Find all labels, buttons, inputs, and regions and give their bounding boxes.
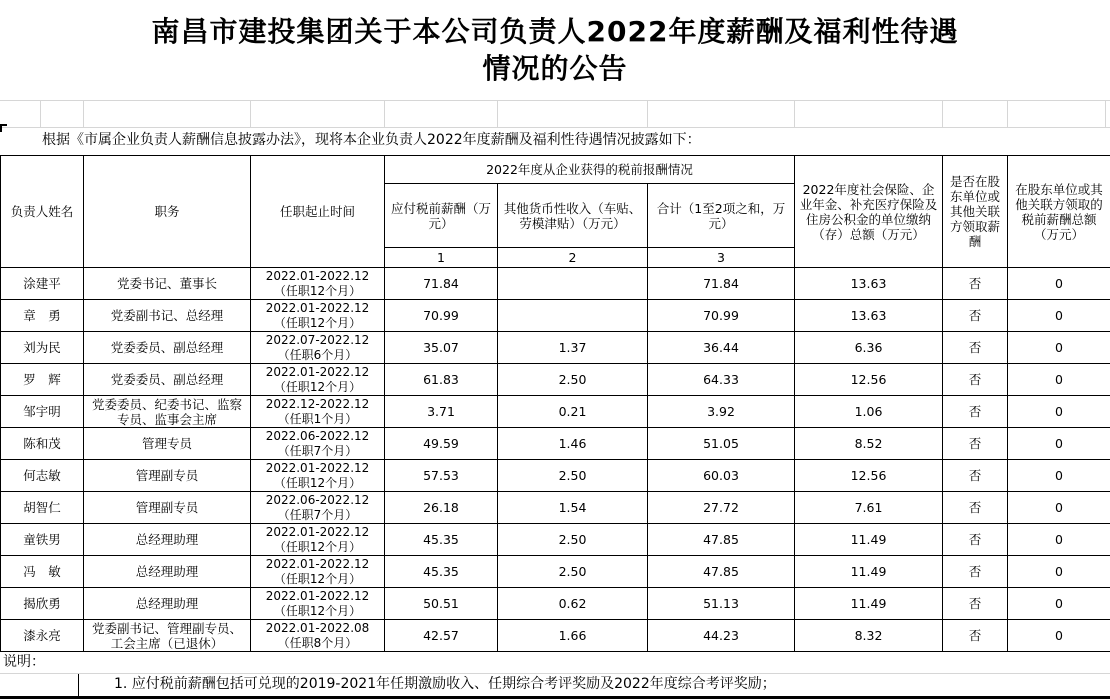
cell-total: 36.44 (648, 332, 795, 364)
cell-shareholder-pay: 否 (943, 492, 1008, 524)
cell-tenure (251, 268, 385, 300)
cell-total: 47.85 (648, 556, 795, 588)
page-title-line-1: 南昌市建投集团关于本公司负责人2022年度薪酬及福利性待遇 (151, 15, 959, 48)
table-row (1, 524, 1110, 556)
cell-position: 党委委员、纪委书记、监察专员、监事会主席 (84, 396, 251, 428)
cell-insurance: 13.63 (795, 268, 943, 300)
cell-other-income: 2.50 (498, 364, 648, 396)
gridline (83, 101, 84, 127)
cell-name: 胡智仁 (1, 492, 84, 524)
cell-name: 章 勇 (1, 300, 84, 332)
cell-position: 党委书记、董事长 (84, 268, 251, 300)
tenure-period: 2022.12-2022.12 (265, 397, 370, 411)
note-item: 1. 应付税前薪酬包括可兑现的2019-2021年任期激励收入、任期综合考评奖励及2022年度综合考评奖励； (114, 676, 776, 692)
tenure-months: （任职12个月） (273, 571, 362, 586)
cell-position: 管理专员 (84, 428, 251, 460)
cell-pretax-salary: 49.59 (385, 428, 498, 460)
cell-insurance: 11.49 (795, 588, 943, 620)
cell-shareholder-pay: 否 (943, 524, 1008, 556)
gridline (384, 101, 385, 127)
cell-pretax-salary: 45.35 (385, 556, 498, 588)
cell-insurance: 7.61 (795, 492, 943, 524)
notes-label: 说明： (3, 654, 45, 670)
header-insurance: 2022年度社会保险、企业年金、补充医疗保险及住房公积金的单位缴纳（存）总额（万元） (795, 156, 943, 268)
tenure-months: （任职12个月） (273, 315, 362, 330)
cell-name: 漆永亮 (1, 620, 84, 652)
table-row (1, 620, 1110, 652)
cell-other-income (498, 268, 648, 300)
cell-shareholder-amount: 0 (1008, 492, 1110, 524)
header-tenure: 任职起止时间 (251, 156, 385, 268)
cell-other-income: 2.50 (498, 556, 648, 588)
table-row (1, 588, 1110, 620)
cell-pretax-salary: 50.51 (385, 588, 498, 620)
cell-total: 27.72 (648, 492, 795, 524)
cell-tenure (251, 588, 385, 620)
cell-shareholder-pay: 否 (943, 460, 1008, 492)
cell-position: 党委委员、副总经理 (84, 364, 251, 396)
cell-shareholder-pay: 否 (943, 268, 1008, 300)
gridline (497, 101, 498, 127)
cell-insurance: 6.36 (795, 332, 943, 364)
cell-other-income: 1.46 (498, 428, 648, 460)
cell-shareholder-pay: 否 (943, 588, 1008, 620)
header-pretax-salary: 应付税前薪酬（万元） (385, 184, 498, 248)
tenure-months: （任职12个月） (273, 539, 362, 554)
cell-name: 揭欣勇 (1, 588, 84, 620)
cell-insurance: 13.63 (795, 300, 943, 332)
header-shareholder-amount: 在股东单位或其他关联方领取的税前薪酬总额（万元） (1008, 156, 1110, 268)
tenure-months: （任职12个月） (273, 283, 362, 298)
cell-tenure (251, 364, 385, 396)
cell-insurance: 8.52 (795, 428, 943, 460)
cell-shareholder-pay: 否 (943, 332, 1008, 364)
cell-insurance: 11.49 (795, 524, 943, 556)
table-row (1, 300, 1110, 332)
table-row (1, 460, 1110, 492)
column-number-3: 3 (648, 248, 795, 268)
bottom-border (0, 696, 1110, 699)
tenure-period: 2022.06-2022.12 (265, 493, 370, 507)
header-income-group: 2022年度从企业获得的税前报酬情况 (385, 156, 795, 184)
tenure-period: 2022.01-2022.12 (265, 525, 370, 539)
note-row (0, 673, 1110, 696)
tenure-period: 2022.01-2022.12 (265, 557, 370, 571)
cell-pretax-salary: 35.07 (385, 332, 498, 364)
table-body (1, 268, 1110, 652)
tenure-period: 2022.01-2022.12 (265, 269, 370, 283)
cell-other-income: 0.21 (498, 396, 648, 428)
table-row (1, 268, 1110, 300)
header-total: 合计（1至2项之和，万元） (648, 184, 795, 248)
cell-other-income: 2.50 (498, 524, 648, 556)
cell-position: 总经理助理 (84, 588, 251, 620)
gridline (250, 101, 251, 127)
cell-shareholder-pay: 否 (943, 428, 1008, 460)
cell-tenure (251, 428, 385, 460)
gridline (40, 101, 41, 127)
header-position: 职务 (84, 156, 251, 268)
cell-shareholder-amount: 0 (1008, 332, 1110, 364)
cell-total: 51.13 (648, 588, 795, 620)
cell-tenure (251, 524, 385, 556)
cell-total: 47.85 (648, 524, 795, 556)
cell-total: 44.23 (648, 620, 795, 652)
cell-shareholder-amount: 0 (1008, 428, 1110, 460)
salary-table (0, 155, 1110, 652)
cell-pretax-salary: 26.18 (385, 492, 498, 524)
cell-insurance: 11.49 (795, 556, 943, 588)
empty-spreadsheet-row (0, 100, 1110, 128)
table-row (1, 332, 1110, 364)
page-title-line-2: 情况的公告 (482, 52, 628, 85)
cell-position: 管理副专员 (84, 492, 251, 524)
cell-position: 总经理助理 (84, 524, 251, 556)
table-row (1, 556, 1110, 588)
gridline (794, 101, 795, 127)
tenure-period: 2022.01-2022.08 (265, 621, 370, 635)
cell-tenure (251, 300, 385, 332)
page-title (0, 0, 1110, 100)
cell-other-income (498, 300, 648, 332)
header-other-income: 其他货币性收入（车贴、劳模津贴）（万元） (498, 184, 648, 248)
cell-position: 党委副书记、总经理 (84, 300, 251, 332)
tenure-period: 2022.06-2022.12 (265, 429, 370, 443)
header-name: 负责人姓名 (1, 156, 84, 268)
cell-shareholder-pay: 否 (943, 300, 1008, 332)
intro-text: 根据《市属企业负责人薪酬信息披露办法》，现将本企业负责人2022年度薪酬及福利性待遇情况披露如下： (42, 132, 701, 148)
cell-shareholder-amount: 0 (1008, 364, 1110, 396)
cell-total: 71.84 (648, 268, 795, 300)
cell-name: 何志敏 (1, 460, 84, 492)
cell-shareholder-amount: 0 (1008, 620, 1110, 652)
left-edge-corner-mark-vertical (0, 124, 2, 132)
tenure-period: 2022.07-2022.12 (265, 333, 370, 347)
gridline (1007, 101, 1008, 127)
cell-name: 刘为民 (1, 332, 84, 364)
cell-tenure (251, 556, 385, 588)
cell-shareholder-amount: 0 (1008, 524, 1110, 556)
tenure-months: （任职8个月） (277, 635, 358, 650)
tenure-months: （任职1个月） (277, 411, 358, 426)
cell-shareholder-pay: 否 (943, 620, 1008, 652)
cell-pretax-salary: 71.84 (385, 268, 498, 300)
gridline (647, 101, 648, 127)
cell-shareholder-amount: 0 (1008, 588, 1110, 620)
cell-insurance: 8.32 (795, 620, 943, 652)
cell-other-income: 1.37 (498, 332, 648, 364)
header-shareholder-pay: 是否在股东单位或其他关联方领取薪酬 (943, 156, 1008, 268)
tenure-months: （任职6个月） (277, 347, 358, 362)
tenure-period: 2022.01-2022.12 (265, 461, 370, 475)
cell-position: 党委委员、副总经理 (84, 332, 251, 364)
cell-name: 冯 敏 (1, 556, 84, 588)
tenure-months: （任职12个月） (273, 379, 362, 394)
cell-total: 64.33 (648, 364, 795, 396)
cell-position: 党委副书记、管理副专员、工会主席（已退休） (84, 620, 251, 652)
cell-shareholder-amount: 0 (1008, 556, 1110, 588)
cell-name: 邹宇明 (1, 396, 84, 428)
cell-name: 涂建平 (1, 268, 84, 300)
cell-total: 60.03 (648, 460, 795, 492)
table-row (1, 492, 1110, 524)
tenure-months: （任职7个月） (277, 443, 358, 458)
cell-other-income: 0.62 (498, 588, 648, 620)
note-cell-border (78, 674, 79, 696)
tenure-period: 2022.01-2022.12 (265, 589, 370, 603)
table-row (1, 364, 1110, 396)
cell-shareholder-amount: 0 (1008, 300, 1110, 332)
cell-position: 管理副专员 (84, 460, 251, 492)
cell-tenure (251, 620, 385, 652)
cell-name: 童铁男 (1, 524, 84, 556)
cell-tenure (251, 332, 385, 364)
cell-pretax-salary: 45.35 (385, 524, 498, 556)
gridline (1105, 101, 1106, 127)
column-number-1: 1 (385, 248, 498, 268)
cell-other-income: 1.66 (498, 620, 648, 652)
cell-insurance: 1.06 (795, 396, 943, 428)
cell-shareholder-amount: 0 (1008, 396, 1110, 428)
cell-total: 3.92 (648, 396, 795, 428)
cell-pretax-salary: 3.71 (385, 396, 498, 428)
cell-other-income: 2.50 (498, 460, 648, 492)
cell-shareholder-amount: 0 (1008, 268, 1110, 300)
cell-insurance: 12.56 (795, 364, 943, 396)
tenure-months: （任职12个月） (273, 475, 362, 490)
table-header (1, 156, 1110, 268)
cell-shareholder-pay: 否 (943, 364, 1008, 396)
table-row (1, 428, 1110, 460)
cell-pretax-salary: 57.53 (385, 460, 498, 492)
cell-total: 51.05 (648, 428, 795, 460)
tenure-period: 2022.01-2022.12 (265, 365, 370, 379)
tenure-months: （任职7个月） (277, 507, 358, 522)
cell-name: 罗 辉 (1, 364, 84, 396)
cell-position: 总经理助理 (84, 556, 251, 588)
cell-pretax-salary: 70.99 (385, 300, 498, 332)
column-number-2: 2 (498, 248, 648, 268)
cell-name: 陈和茂 (1, 428, 84, 460)
cell-tenure (251, 460, 385, 492)
cell-other-income: 1.54 (498, 492, 648, 524)
cell-pretax-salary: 42.57 (385, 620, 498, 652)
cell-shareholder-pay: 否 (943, 556, 1008, 588)
gridline (942, 101, 943, 127)
table-row (1, 396, 1110, 428)
cell-pretax-salary: 61.83 (385, 364, 498, 396)
cell-total: 70.99 (648, 300, 795, 332)
tenure-months: （任职12个月） (273, 603, 362, 618)
cell-shareholder-amount: 0 (1008, 460, 1110, 492)
cell-tenure (251, 396, 385, 428)
cell-shareholder-pay: 否 (943, 396, 1008, 428)
cell-tenure (251, 492, 385, 524)
tenure-period: 2022.01-2022.12 (265, 301, 370, 315)
cell-insurance: 12.56 (795, 460, 943, 492)
